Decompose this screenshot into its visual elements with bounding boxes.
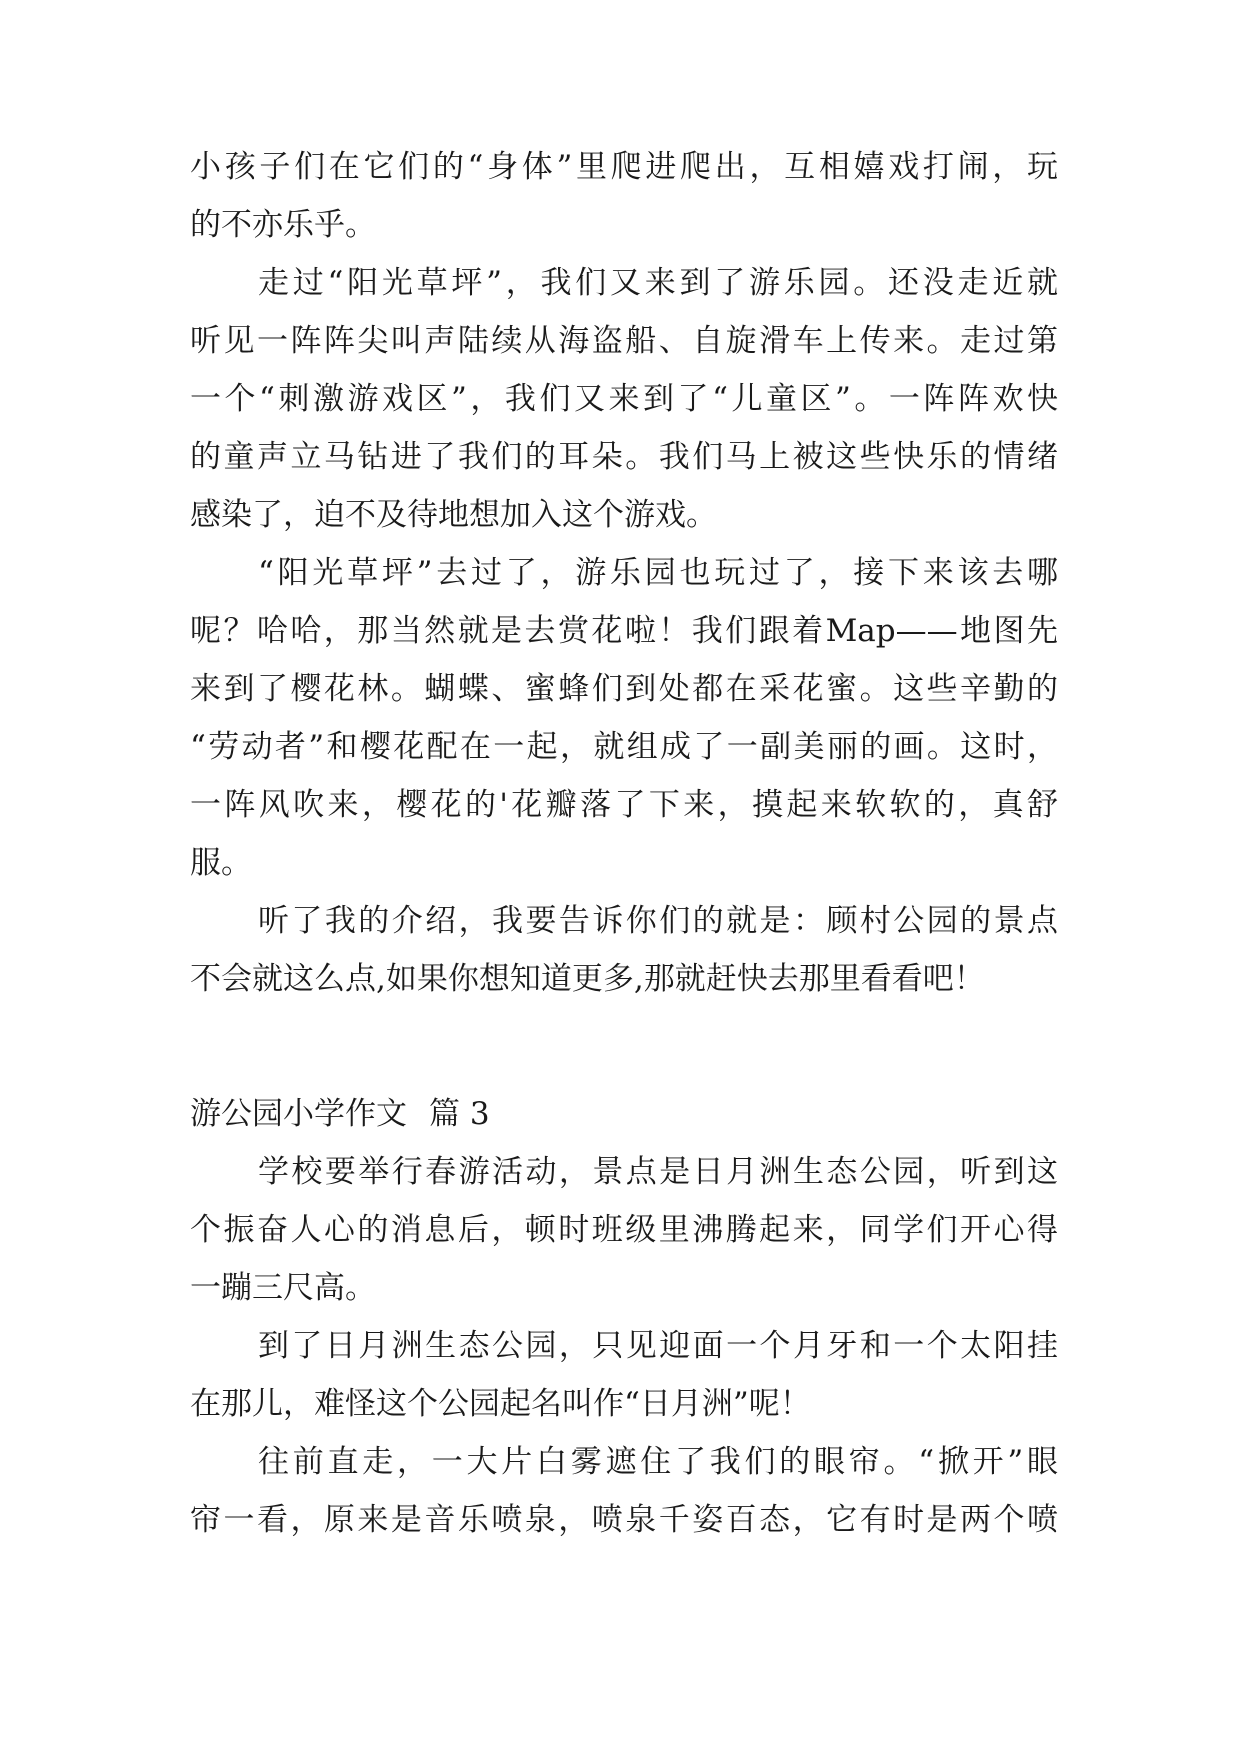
section-title: 游公园小学作文 — [190, 1096, 407, 1132]
text-line: 一蹦三尺高。 — [190, 1270, 376, 1306]
text-line: 个振奋人心的消息后，顿时班级里沸腾起来，同学们开心得 — [190, 1212, 1058, 1248]
text-line: 听见一阵阵尖叫声陆续从海盗船、自旋滑车上传来。走过第 — [190, 323, 1058, 359]
essay-section-3 — [190, 1143, 1058, 1549]
text-line: 帘一看，原来是音乐喷泉，喷泉千姿百态，它有时是两个喷 — [190, 1502, 1058, 1538]
paragraph — [190, 892, 1058, 1008]
text-line: 往前直走，一大片白雾遮住了我们的眼帘。“掀开”眼 — [258, 1444, 1058, 1480]
text-line: 不会就这么点,如果你想知道更多,那就赶快去那里看看吧！ — [190, 961, 985, 997]
text-line: “劳动者”和樱花配在一起，就组成了一副美丽的画。这时， — [190, 729, 1058, 765]
text-line: 听了我的介绍，我要告诉你们的就是：顾村公园的景点 — [258, 903, 1058, 939]
text-line: 一个“刺激游戏区”，我们又来到了“儿童区”。一阵阵欢快 — [190, 381, 1058, 417]
text-line: 的不亦乐乎。 — [190, 207, 376, 243]
text-line: 学校要举行春游活动，景点是日月洲生态公园，听到这 — [258, 1154, 1058, 1190]
text-line: 的童声立马钻进了我们的耳朵。我们马上被这些快乐的情绪 — [190, 439, 1058, 475]
text-line: 感染了，迫不及待地想加入这个游戏。 — [190, 497, 717, 533]
text-line: 在那儿，难怪这个公园起名叫作“日月洲”呢！ — [190, 1386, 811, 1422]
section-heading — [190, 1085, 1058, 1143]
paragraph — [190, 544, 1058, 892]
essay-section-previous — [190, 138, 1058, 1008]
paragraph — [190, 1433, 1058, 1549]
text-line: 呢？哈哈，那当然就是去赏花啦！我们跟着Map——地图先 — [190, 613, 1058, 649]
section-number: 篇 3 — [429, 1096, 490, 1132]
paragraph — [190, 138, 1058, 254]
text-line: 一阵风吹来，樱花的'花瓣落了下来，摸起来软软的，真舒 — [190, 787, 1058, 823]
text-line: 小孩子们在它们的“身体”里爬进爬出，互相嬉戏打闹，玩 — [190, 149, 1058, 185]
text-line: 来到了樱花林。蝴蝶、蜜蜂们到处都在采花蜜。这些辛勤的 — [190, 671, 1058, 707]
paragraph — [190, 254, 1058, 544]
text-line: “阳光草坪”去过了，游乐园也玩过了，接下来该去哪 — [258, 555, 1058, 591]
paragraph — [190, 1317, 1058, 1433]
text-line: 走过“阳光草坪”，我们又来到了游乐园。还没走近就 — [258, 265, 1058, 301]
text-line: 到了日月洲生态公园，只见迎面一个月牙和一个太阳挂 — [258, 1328, 1058, 1364]
paragraph — [190, 1143, 1058, 1317]
text-line: 服。 — [190, 845, 252, 881]
